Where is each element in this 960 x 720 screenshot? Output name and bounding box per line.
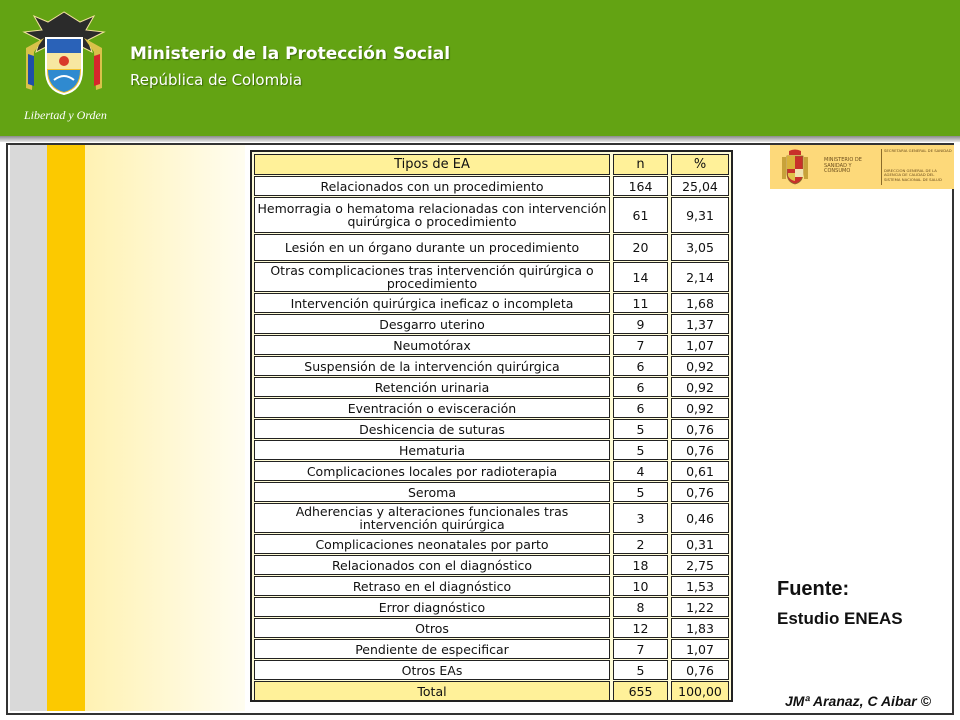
table-row xyxy=(254,314,729,334)
table-row xyxy=(254,639,729,659)
cell-type: Intervención quirúrgica ineficaz o incompleta xyxy=(254,293,610,313)
cell-type: Relacionados con un procedimiento xyxy=(254,176,610,196)
spain-secretaria-name: SECRETARIA GENERAL DE SANIDAD xyxy=(884,148,952,153)
decorative-stripe-yellow xyxy=(47,145,85,711)
cell-type: Complicaciones locales por radioterapia xyxy=(254,461,610,481)
table-row xyxy=(254,398,729,418)
cell-n: 5 xyxy=(613,419,668,439)
cell-percent: 1,22 xyxy=(671,597,729,617)
cell-percent: 3,05 xyxy=(671,234,729,261)
cell-n: 18 xyxy=(613,555,668,575)
cell-n: 8 xyxy=(613,597,668,617)
category-row xyxy=(254,176,729,196)
cell-n: 5 xyxy=(613,482,668,502)
table-row xyxy=(254,597,729,617)
table-row xyxy=(254,377,729,397)
cell-percent: 0,92 xyxy=(671,377,729,397)
adverse-events-table xyxy=(250,150,733,702)
cell-n: 5 xyxy=(613,440,668,460)
table-row xyxy=(254,335,729,355)
cell-percent: 0,76 xyxy=(671,419,729,439)
cell-type: Pendiente de especificar xyxy=(254,639,610,659)
table-row xyxy=(254,482,729,502)
ministry-title: Ministerio de la Protección Social xyxy=(130,44,451,64)
category-row xyxy=(254,555,729,575)
cell-type: Hematuria xyxy=(254,440,610,460)
colombia-coat-of-arms-icon xyxy=(14,8,114,100)
cell-type: Desgarro uterino xyxy=(254,314,610,334)
cell-percent: 0,61 xyxy=(671,461,729,481)
cell-n: 5 xyxy=(613,660,668,680)
cell-type: Lesión en un órgano durante un procedimiento xyxy=(254,234,610,261)
cell-type: Deshicencia de suturas xyxy=(254,419,610,439)
cell-n: 3 xyxy=(613,503,668,533)
spain-coat-of-arms-icon xyxy=(780,149,810,185)
cell-type: Suspensión de la intervención quirúrgica xyxy=(254,356,610,376)
cell-n: 655 xyxy=(613,681,668,701)
column-header-n: n xyxy=(613,154,668,175)
cell-n: 7 xyxy=(613,335,668,355)
table-row xyxy=(254,660,729,680)
cell-type: Complicaciones neonatales por parto xyxy=(254,534,610,554)
spain-direccion-name: DIRECCION GENERAL DE LA AGENCIA DE CALIDAD DEL SISTEMA NACIONAL DE SALUD xyxy=(884,168,942,182)
cell-percent: 2,14 xyxy=(671,262,729,292)
cell-n: 10 xyxy=(613,576,668,596)
header-divider xyxy=(0,136,960,142)
cell-type: Adherencias y alteraciones funcionales tras intervención quirúrgica xyxy=(254,503,610,533)
cell-type: Retraso en el diagnóstico xyxy=(254,576,610,596)
spanish-ministry-logo xyxy=(770,145,954,189)
cell-n: 11 xyxy=(613,293,668,313)
column-header-type: Tipos de EA xyxy=(254,154,610,175)
total-row xyxy=(254,681,729,701)
cell-percent: 100,00 xyxy=(671,681,729,701)
table-header-row xyxy=(254,154,729,175)
table-row xyxy=(254,503,729,533)
cell-type: Eventración o evisceración xyxy=(254,398,610,418)
category-row xyxy=(254,618,729,638)
table-row xyxy=(254,234,729,261)
national-motto: Libertad y Orden xyxy=(24,108,107,122)
country-subtitle: República de Colombia xyxy=(130,71,303,89)
cell-type: Retención urinaria xyxy=(254,377,610,397)
cell-percent: 1,07 xyxy=(671,335,729,355)
logo-divider xyxy=(881,149,882,185)
decorative-stripe-pale xyxy=(85,145,245,711)
table-row xyxy=(254,197,729,233)
table-row xyxy=(254,534,729,554)
cell-type: Total xyxy=(254,681,610,701)
cell-n: 6 xyxy=(613,398,668,418)
cell-type: Neumotórax xyxy=(254,335,610,355)
cell-type: Otras complicaciones tras intervención quirúrgica o procedimiento xyxy=(254,262,610,292)
cell-type: Otros xyxy=(254,618,610,638)
cell-n: 20 xyxy=(613,234,668,261)
spain-ministry-name: MINISTERIO DE SANIDAD Y CONSUMO xyxy=(824,157,862,174)
cell-percent: 9,31 xyxy=(671,197,729,233)
cell-type: Hemorragia o hematoma relacionadas con intervención quirúrgica o procedimiento xyxy=(254,197,610,233)
table-row xyxy=(254,262,729,292)
cell-percent: 1,68 xyxy=(671,293,729,313)
cell-percent: 0,92 xyxy=(671,356,729,376)
cell-percent: 1,07 xyxy=(671,639,729,659)
table-row xyxy=(254,419,729,439)
author-credit: JMª Aranaz, C Aibar © xyxy=(785,693,931,709)
source-study: Estudio ENEAS xyxy=(777,609,903,628)
cell-percent: 1,53 xyxy=(671,576,729,596)
cell-type: Error diagnóstico xyxy=(254,597,610,617)
cell-type: Seroma xyxy=(254,482,610,502)
cell-n: 2 xyxy=(613,534,668,554)
table-row xyxy=(254,576,729,596)
cell-n: 7 xyxy=(613,639,668,659)
cell-n: 4 xyxy=(613,461,668,481)
cell-percent: 0,76 xyxy=(671,482,729,502)
header-banner xyxy=(0,0,960,138)
cell-percent: 1,37 xyxy=(671,314,729,334)
table-row xyxy=(254,293,729,313)
cell-percent: 0,76 xyxy=(671,440,729,460)
cell-percent: 0,76 xyxy=(671,660,729,680)
cell-percent: 0,46 xyxy=(671,503,729,533)
decorative-stripe-grey xyxy=(10,145,47,711)
cell-n: 164 xyxy=(613,176,668,196)
cell-type: Otros EAs xyxy=(254,660,610,680)
cell-n: 6 xyxy=(613,356,668,376)
cell-n: 12 xyxy=(613,618,668,638)
cell-percent: 1,83 xyxy=(671,618,729,638)
table-row xyxy=(254,461,729,481)
column-header-percent: % xyxy=(671,154,729,175)
cell-n: 6 xyxy=(613,377,668,397)
cell-percent: 2,75 xyxy=(671,555,729,575)
cell-percent: 0,31 xyxy=(671,534,729,554)
table-row xyxy=(254,356,729,376)
table-row xyxy=(254,440,729,460)
source-label: Fuente: xyxy=(777,578,850,600)
cell-n: 61 xyxy=(613,197,668,233)
cell-percent: 25,04 xyxy=(671,176,729,196)
cell-n: 14 xyxy=(613,262,668,292)
cell-percent: 0,92 xyxy=(671,398,729,418)
cell-type: Relacionados con el diagnóstico xyxy=(254,555,610,575)
cell-n: 9 xyxy=(613,314,668,334)
